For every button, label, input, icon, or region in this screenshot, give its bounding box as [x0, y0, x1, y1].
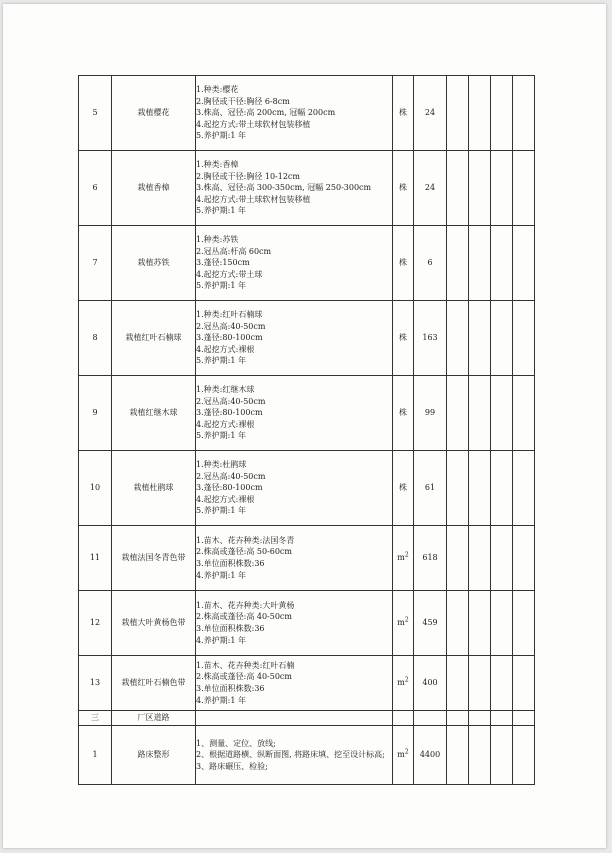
unit-cell [393, 656, 414, 711]
empty-cell [513, 656, 535, 711]
item-name: 栽植红叶石楠球 [112, 301, 196, 376]
unit-text: 株 [399, 408, 407, 418]
description-line: 1、测量、定位、放线; [196, 738, 276, 748]
empty-cell [196, 711, 393, 726]
empty-cell [513, 151, 535, 226]
table-row [79, 451, 535, 526]
item-quantity: 61 [414, 451, 447, 526]
empty-cell [513, 526, 535, 591]
description-line: 2.株高或蓬径:高 40-50cm [196, 672, 292, 682]
description-line: 4.起挖方式:带土球软材包装移植 [196, 194, 311, 204]
table-row [79, 76, 535, 151]
description-line: 4.起挖方式:裸根 [196, 494, 255, 504]
empty-cell [491, 151, 513, 226]
unit-cell [393, 151, 414, 226]
description-line: 3、路床碾压、检验; [196, 761, 268, 771]
description-line: 4.起挖方式:带土球 [196, 269, 263, 279]
empty-cell [393, 711, 414, 726]
empty-cell [469, 376, 491, 451]
description-line: 5.养护期:1 年 [196, 506, 246, 516]
empty-cell [447, 376, 469, 451]
empty-cell [447, 301, 469, 376]
item-description [196, 151, 393, 226]
empty-cell [491, 591, 513, 656]
description-line: 2.冠丛高:40-50cm [196, 471, 266, 481]
empty-cell [447, 76, 469, 151]
unit-cell [393, 376, 414, 451]
item-description [196, 301, 393, 376]
item-name: 栽植红叶石楠色带 [112, 656, 196, 711]
item-name: 栽植杜鹃球 [112, 451, 196, 526]
item-quantity: 24 [414, 76, 447, 151]
unit-cell [393, 226, 414, 301]
empty-cell [513, 301, 535, 376]
description-line: 1.苗木、花卉种类:红叶石楠 [196, 660, 295, 670]
item-description [196, 591, 393, 656]
unit-text: 株 [399, 258, 407, 268]
table-row [79, 656, 535, 711]
description-line: 2.株高或蓬径:高 40-50cm [196, 612, 292, 622]
description-line: 3.蓬径:150cm [196, 258, 250, 268]
table-row [79, 301, 535, 376]
description-line: 2.冠丛高:杆高 60cm [196, 246, 272, 256]
description-line: 5.养护期:1 年 [196, 281, 246, 291]
description-line: 1.种类:红继木球 [196, 385, 255, 395]
description-line: 5.养护期:1 年 [196, 431, 246, 441]
item-description [196, 656, 393, 711]
description-line: 3.蓬径:80-100cm [196, 483, 263, 493]
description-line: 5.养护期:1 年 [196, 206, 246, 216]
description-line: 1.种类:樱花 [196, 85, 239, 95]
item-name: 栽植大叶黄杨色带 [112, 591, 196, 656]
empty-cell [469, 226, 491, 301]
table-row [79, 726, 535, 785]
empty-cell [447, 151, 469, 226]
description-line: 3.株高、冠径:高 200cm, 冠幅 200cm [196, 108, 336, 118]
description-line: 3.蓬径:80-100cm [196, 333, 263, 343]
empty-cell [491, 76, 513, 151]
empty-cell [414, 711, 447, 726]
unit-cell [393, 451, 414, 526]
empty-cell [513, 226, 535, 301]
description-line: 1.苗木、花卉种类:法国冬青 [196, 535, 295, 545]
description-line: 3.单位面积株数:36 [196, 559, 265, 568]
unit-cell [393, 301, 414, 376]
empty-cell [469, 301, 491, 376]
empty-cell [469, 726, 491, 785]
item-quantity: 618 [414, 526, 447, 591]
item-quantity: 400 [414, 656, 447, 711]
item-name: 栽植香樟 [112, 151, 196, 226]
unit-superscript: 2 [404, 551, 409, 559]
item-number: 1 [79, 726, 112, 785]
item-description [196, 526, 393, 591]
table-row [79, 226, 535, 301]
empty-cell [469, 656, 491, 711]
empty-cell [469, 711, 491, 726]
unit-superscript: 2 [404, 748, 409, 756]
description-line: 3.单位面积株数:36 [196, 684, 265, 693]
item-number: 12 [79, 591, 112, 656]
empty-cell [491, 526, 513, 591]
item-number: 10 [79, 451, 112, 526]
unit-superscript: 2 [404, 676, 409, 684]
empty-cell [513, 591, 535, 656]
description-line: 4.养护期:1 年 [196, 570, 246, 580]
empty-cell [513, 76, 535, 151]
unit-text: m [397, 750, 405, 760]
description-line: 2、根据道路横、纵断面图, 将路床填、挖至设计标高; [196, 750, 385, 760]
unit-text: 株 [399, 333, 407, 343]
description-line: 2.株高或蓬径:高 50-60cm [196, 547, 292, 557]
item-quantity: 99 [414, 376, 447, 451]
item-quantity: 24 [414, 151, 447, 226]
item-number: 9 [79, 376, 112, 451]
empty-cell [513, 376, 535, 451]
unit-cell [393, 726, 414, 785]
item-name: 栽植红继木球 [112, 376, 196, 451]
unit-text: 株 [399, 108, 407, 118]
description-line: 5.养护期:1 年 [196, 356, 246, 366]
item-name: 栽植樱花 [112, 76, 196, 151]
unit-text: 株 [399, 483, 407, 493]
empty-cell [491, 711, 513, 726]
empty-cell [469, 591, 491, 656]
empty-cell [469, 151, 491, 226]
item-name: 路床整形 [112, 726, 196, 785]
section-number: 三 [79, 711, 112, 726]
description-line: 5.养护期:1 年 [196, 131, 246, 141]
description-line: 4.养护期:1 年 [196, 695, 246, 705]
description-line: 4.养护期:1 年 [196, 635, 246, 645]
description-line: 1.苗木、花卉种类:大叶黄杨 [196, 600, 295, 610]
unit-text: 株 [399, 183, 407, 193]
unit-text: m [397, 678, 405, 688]
unit-superscript: 2 [404, 616, 409, 624]
unit-cell [393, 76, 414, 151]
item-number: 8 [79, 301, 112, 376]
section-title: 厂区道路 [112, 711, 196, 726]
item-name: 栽植法国冬青色带 [112, 526, 196, 591]
unit-text: m [397, 553, 405, 563]
description-line: 1.种类:香樟 [196, 160, 239, 170]
item-quantity: 459 [414, 591, 447, 656]
empty-cell [447, 526, 469, 591]
empty-cell [513, 711, 535, 726]
item-name: 栽植苏铁 [112, 226, 196, 301]
empty-cell [491, 301, 513, 376]
empty-cell [491, 376, 513, 451]
bill-of-quantities-table [78, 75, 535, 785]
description-line: 1.种类:苏铁 [196, 235, 239, 245]
empty-cell [447, 451, 469, 526]
item-description [196, 451, 393, 526]
empty-cell [447, 656, 469, 711]
document-page [3, 4, 606, 848]
item-description [196, 76, 393, 151]
table-row [79, 376, 535, 451]
item-number: 5 [79, 76, 112, 151]
empty-cell [447, 726, 469, 785]
empty-cell [491, 226, 513, 301]
table-row [79, 591, 535, 656]
section-row [79, 711, 535, 726]
unit-cell [393, 591, 414, 656]
description-line: 3.单位面积株数:36 [196, 624, 265, 633]
description-line: 2.冠丛高:40-50cm [196, 321, 266, 331]
description-line: 4.起挖方式:裸根 [196, 419, 255, 429]
empty-cell [513, 726, 535, 785]
item-quantity: 4400 [414, 726, 447, 785]
table-row [79, 526, 535, 591]
table-row [79, 151, 535, 226]
description-line: 3.株高、冠径:高 300-350cm, 冠幅 250-300cm [196, 183, 372, 193]
item-description [196, 376, 393, 451]
item-number: 7 [79, 226, 112, 301]
item-number: 6 [79, 151, 112, 226]
unit-text: m [397, 618, 405, 628]
empty-cell [469, 76, 491, 151]
item-number: 11 [79, 526, 112, 591]
description-line: 2.胸径或干径:胸径 6-8cm [196, 96, 290, 106]
item-quantity: 6 [414, 226, 447, 301]
unit-cell [393, 526, 414, 591]
item-quantity: 163 [414, 301, 447, 376]
description-line: 2.冠丛高:40-50cm [196, 396, 266, 406]
item-description [196, 226, 393, 301]
empty-cell [469, 451, 491, 526]
description-line: 3.蓬径:80-100cm [196, 408, 263, 418]
description-line: 1.种类:杜鹃球 [196, 460, 247, 470]
empty-cell [447, 226, 469, 301]
item-number: 13 [79, 656, 112, 711]
empty-cell [491, 451, 513, 526]
description-line: 2.胸径或干径:胸径 10-12cm [196, 171, 300, 181]
description-line: 1.种类:红叶石楠球 [196, 310, 263, 320]
empty-cell [513, 451, 535, 526]
empty-cell [469, 526, 491, 591]
empty-cell [447, 711, 469, 726]
item-description [196, 726, 393, 785]
empty-cell [491, 656, 513, 711]
empty-cell [491, 726, 513, 785]
empty-cell [447, 591, 469, 656]
description-line: 4.起挖方式:裸根 [196, 344, 255, 354]
description-line: 4.起挖方式:带土球软材包装移植 [196, 119, 311, 129]
